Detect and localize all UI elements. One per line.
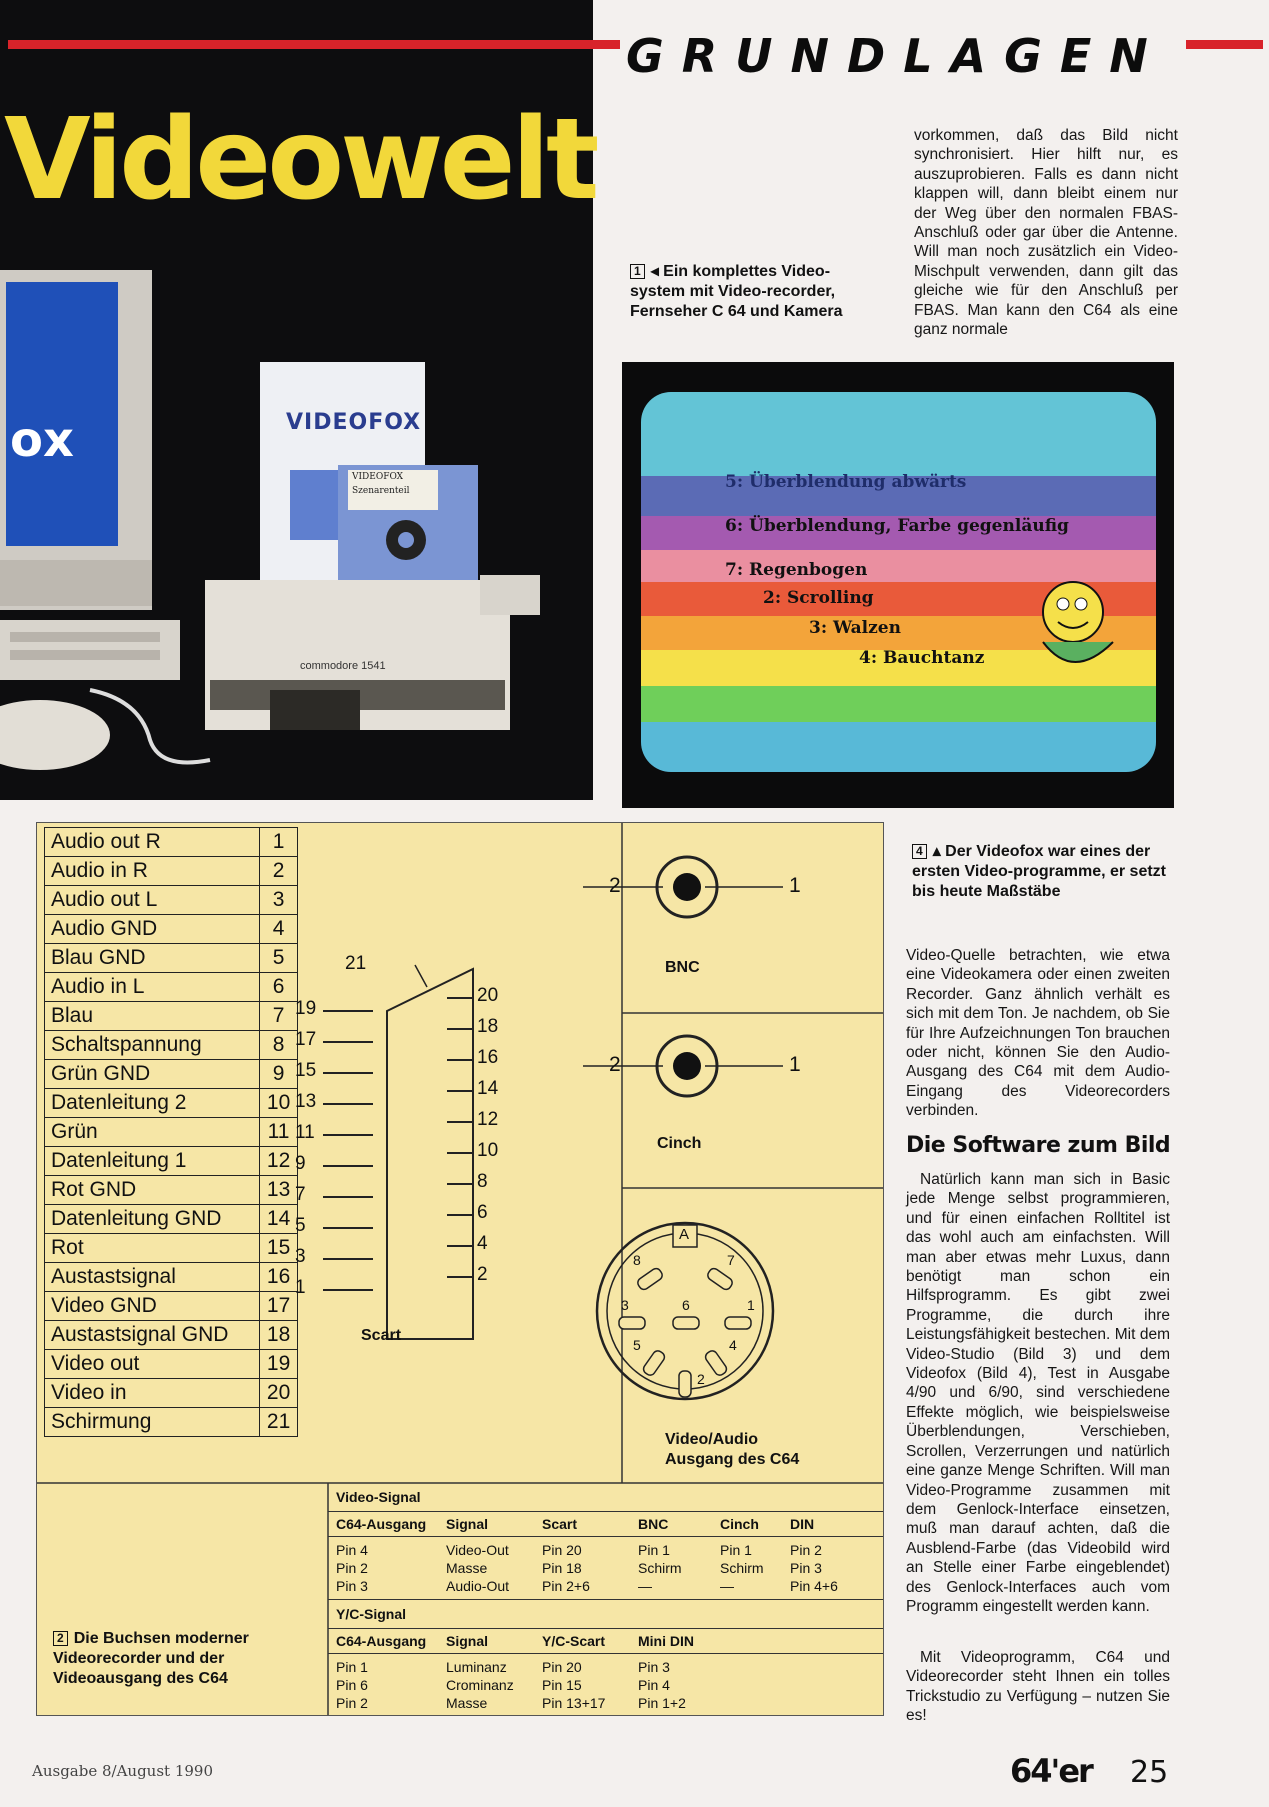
- article-text-right-2: Natürlich kann man sich in Basic jede Menge selbst programmieren, und für einen einfachen Rolltitel ist das wohl auch am einfachsten. Will man aber etwas mehr Luxus, dann benötigt man schon ein Hilfsprogramm. Es gibt zwei Programme, die durch ihre Leistungsfähigkeit bestechen. Mit dem Video-Studio (Bild 3) und dem Videofox (Bild 4), Test in Ausgabe 4/90 und 6/90, sind verschiedene Effekte möglich, wie beispielsweise Überblendungen, Verschieben, Scrollen, Verzerrungen und natürlich eine ganze Menge Schriften. Will man Video-Programme zusammen mit dem Genlock-Interface einsetzen, muß man darauf achten, daß die Ausblend-Farbe (das Videobild wird an Stelle einer Farbe eingeblendet) des Genlock-Interfaces auch vom Programm eingestellt werden kann.: [906, 1171, 1170, 1615]
- table-cell: Masse: [446, 1560, 488, 1576]
- caption-photo-4: [912, 842, 1180, 902]
- signal-tables: [328, 1483, 883, 1716]
- pin-signal-name: Datenleitung GND: [45, 1205, 260, 1234]
- scart-plug-outline: [387, 969, 473, 1339]
- pin-number: 13: [260, 1176, 298, 1205]
- scart-pin-number: 1: [295, 1277, 306, 1298]
- pin-signal-name: Grün GND: [45, 1060, 260, 1089]
- column-header: DIN: [790, 1516, 815, 1532]
- column-header: Scart: [542, 1516, 578, 1532]
- bnc-label: BNC: [665, 959, 700, 976]
- pin-signal-name: Video in: [45, 1379, 260, 1408]
- article-text-right-3: Mit Videoprogramm, C64 und Videorecorder steht Ihnen ein tolles Trickstudio zu Verfügung – nutzen Sie es!: [906, 1649, 1170, 1725]
- column-header: Y/C-Scart: [542, 1633, 606, 1649]
- table-cell: Pin 20: [542, 1542, 582, 1558]
- bnc-pin-2: 2: [609, 874, 621, 897]
- scart-pin-number: 9: [295, 1153, 306, 1174]
- scart-pin-number: 17: [295, 1029, 317, 1050]
- scart-pin-lead: [323, 1196, 373, 1198]
- column-header: C64-Ausgang: [336, 1633, 427, 1649]
- table-row: [336, 1658, 875, 1676]
- tv-menu-item: 3: Walzen: [809, 618, 901, 638]
- table-cell: Masse: [446, 1695, 488, 1711]
- figure-number: 1: [630, 264, 645, 279]
- table-cell: Pin 4: [336, 1542, 368, 1558]
- tv-screen: [641, 392, 1156, 772]
- din-pin-a: A: [679, 1226, 690, 1243]
- table-cell: —: [720, 1578, 734, 1594]
- scart-pin-number: 19: [295, 998, 317, 1019]
- scart-pin-number: 14: [477, 1078, 499, 1099]
- table-header: [328, 1629, 883, 1654]
- scart-pin-lead: [447, 1152, 473, 1154]
- table-cell: Pin 2+6: [542, 1578, 590, 1594]
- pin-number: 20: [260, 1379, 298, 1408]
- scart-pin-lead: [447, 1090, 473, 1092]
- table-cell: Video-Out: [446, 1542, 509, 1558]
- scart-pin-lead: [447, 1214, 473, 1216]
- scart-pin-lead: [447, 1028, 473, 1030]
- table-cell: Pin 18: [542, 1560, 582, 1576]
- table-cell: Pin 2: [336, 1560, 368, 1576]
- scart-pin-lead: [447, 1059, 473, 1061]
- scart-pin-number: 16: [477, 1047, 499, 1068]
- figure-number: 2: [53, 1631, 68, 1646]
- pin-signal-name: Audio out L: [45, 886, 260, 915]
- pin-number: 10: [260, 1089, 298, 1118]
- scart-pin-lead: [323, 1134, 373, 1136]
- table-cell: Crominanz: [446, 1677, 514, 1693]
- scart-pin-number: 2: [477, 1264, 488, 1285]
- yc-signal-table: [328, 1629, 883, 1716]
- pin-number: 17: [260, 1292, 298, 1321]
- din-pin-7: 7: [727, 1252, 735, 1268]
- table-cell: Pin 15: [542, 1677, 582, 1693]
- tv-menu-item: 5: Überblendung abwärts: [725, 472, 967, 492]
- column-header: BNC: [638, 1516, 669, 1532]
- scart-pin-number: 10: [477, 1140, 499, 1161]
- column-header: Mini DIN: [638, 1633, 694, 1649]
- din-pin-2: 2: [697, 1371, 705, 1387]
- screen-logo: ox: [10, 412, 74, 468]
- scart-pin-number: 6: [477, 1202, 488, 1223]
- pin-signal-name: Datenleitung 1: [45, 1147, 260, 1176]
- table-cell: —: [638, 1578, 652, 1594]
- scart-pin-number: 8: [477, 1171, 488, 1192]
- table-cell: Pin 20: [542, 1659, 582, 1675]
- mouse: [0, 700, 110, 770]
- scart-pin-number: 5: [295, 1215, 306, 1236]
- pin-signal-name: Blau GND: [45, 944, 260, 973]
- scart-pin-lead: [447, 1245, 473, 1247]
- pin-number: 18: [260, 1321, 298, 1350]
- pin-number: 21: [260, 1408, 298, 1437]
- pin-signal-name: Austastsignal GND: [45, 1321, 260, 1350]
- table-cell: Pin 1: [638, 1542, 670, 1558]
- pin-signal-name: Austastsignal: [45, 1263, 260, 1292]
- pin-signal-name: Audio in L: [45, 973, 260, 1002]
- connector-diagram: [36, 822, 884, 1716]
- table-cell: Pin 1+2: [638, 1695, 686, 1711]
- subheading: Die Software zum Bild: [906, 1133, 1171, 1158]
- column-header: Signal: [446, 1633, 489, 1649]
- scart-pin-lead: [447, 1121, 473, 1123]
- tv-menu-item: 4: Bauchtanz: [859, 648, 985, 668]
- article-text-top: vorkommen, daß das Bild nicht synchronisiert. Hier hilft nur, es auszuprobieren. Falls es dann nicht klappen will, dann bleibt einem nur der Weg über den normalen FBAS-Anschluß oder gar über die Antenne. Will man noch zusätzlich ein Video-Mischpult verwenden, dann gilt das gleiche wie für den Anschluß per FBAS. Man kann den C64 als eine ganz normale: [914, 127, 1178, 339]
- caption-photo-1: [630, 262, 880, 322]
- cinch-label: Cinch: [657, 1135, 702, 1152]
- yc-signal-title: Y/C-Signal: [328, 1599, 883, 1629]
- table-cell: Pin 3: [336, 1578, 368, 1594]
- scart-pin-number: 15: [295, 1060, 317, 1081]
- pin-number: 4: [260, 915, 298, 944]
- scart-pin-number: 18: [477, 1016, 499, 1037]
- pin-number: 16: [260, 1263, 298, 1292]
- caption-figure-2: [53, 1629, 318, 1689]
- scart-pin-lead: [323, 1227, 373, 1229]
- table-cell: Pin 1: [336, 1659, 368, 1675]
- pin-number: 12: [260, 1147, 298, 1176]
- bnc-pin-1: 1: [789, 874, 801, 897]
- scart-pin-lead: [323, 1165, 373, 1167]
- din-pin-3: 3: [621, 1297, 629, 1313]
- pin-signal-name: Audio out R: [45, 828, 260, 857]
- pin-number: 9: [260, 1060, 298, 1089]
- pin-number: 2: [260, 857, 298, 886]
- tv-menu-item: 2: Scrolling: [763, 588, 874, 608]
- din-pin-8: 8: [633, 1252, 641, 1268]
- pin-number: 6: [260, 973, 298, 1002]
- video-signal-title: Video-Signal: [328, 1483, 883, 1512]
- scart-pin-lead: [447, 1183, 473, 1185]
- pin-signal-name: Schaltspannung: [45, 1031, 260, 1060]
- pin-number: 7: [260, 1002, 298, 1031]
- scart-pin-number: 12: [477, 1109, 499, 1130]
- din-label-line-2: Ausgang des C64: [665, 1451, 800, 1468]
- din-pin-1: 1: [747, 1297, 755, 1313]
- scart-pin-lead: [323, 1072, 373, 1074]
- page-headline: Videowelt: [4, 95, 596, 225]
- pin-signal-name: Audio in R: [45, 857, 260, 886]
- scart-pin-lead: [323, 1103, 373, 1105]
- pin-number: 15: [260, 1234, 298, 1263]
- scart-pin-21: 21: [345, 953, 367, 974]
- cinch-pin-1: 1: [789, 1053, 801, 1076]
- table-row: [336, 1577, 875, 1595]
- tv-menu-item: 6: Überblendung, Farbe gegenläufig: [725, 516, 1069, 536]
- pin-signal-name: Video GND: [45, 1292, 260, 1321]
- table-cell: Pin 2: [790, 1542, 822, 1558]
- mascot-illustration: [1023, 572, 1133, 692]
- scart-pin-lead: [323, 1258, 373, 1260]
- magazine-logo: 64'er: [1010, 1752, 1092, 1790]
- scart-pin-lead: [447, 1276, 473, 1278]
- scart-pin-lead: [323, 1041, 373, 1043]
- table-row: [336, 1694, 875, 1712]
- article-text-right-1: Video-Quelle betrachten, wie etwa eine Videokamera oder einen zweiten Recorder. Ganz ähnlich verhält es sich mit dem Ton. Je nachdem, ob Sie für Ihre Aufzeichnungen Ton brauchen oder nicht, können Sie den Audio-Ausgang des C64 mit dem Audio-Eingang des Videorecorders verbinden.: [906, 947, 1170, 1120]
- scart-pin-lead: [323, 1289, 373, 1291]
- pin-number: 3: [260, 886, 298, 915]
- pin-number: 14: [260, 1205, 298, 1234]
- pin-signal-name: Schirmung: [45, 1408, 260, 1437]
- caption-text: Die Buchsen moderner Videorecorder und der Videoausgang des C64: [53, 1630, 249, 1687]
- table-cell: Pin 4+6: [790, 1578, 838, 1594]
- scart-pin-number: 3: [295, 1246, 306, 1267]
- page-number: 25: [1130, 1755, 1169, 1790]
- column-header: C64-Ausgang: [336, 1516, 427, 1532]
- drive-label: commodore 1541: [300, 660, 386, 672]
- box-label: VIDEOFOX: [286, 410, 422, 435]
- din-pin-4: 4: [729, 1337, 737, 1353]
- tv-menu-item: 7: Regenbogen: [725, 560, 868, 580]
- pin-number: 1: [260, 828, 298, 857]
- table-cell: Schirm: [720, 1560, 764, 1576]
- table-cell: Pin 1: [720, 1542, 752, 1558]
- video-signal-table: [328, 1512, 883, 1599]
- table-cell: Pin 2: [336, 1695, 368, 1711]
- table-cell: Pin 4: [638, 1677, 670, 1693]
- din-pin-5: 5: [633, 1337, 641, 1353]
- section-header: GRUNDLAGEN: [620, 30, 1186, 82]
- pin-signal-name: Datenleitung 2: [45, 1089, 260, 1118]
- disk-label-title: VIDEOFOX: [352, 472, 404, 482]
- table-row: [336, 1676, 875, 1694]
- scart-pin-number: 13: [295, 1091, 317, 1112]
- pin-signal-name: Audio GND: [45, 915, 260, 944]
- scart-pin-number: 7: [295, 1184, 306, 1205]
- table-cell: Audio-Out: [446, 1578, 510, 1594]
- scart-pin-number: 4: [477, 1233, 488, 1254]
- caption-text: ◂ Ein komplettes Video-system mit Video-recorder, Fernseher C 64 und Kamera: [630, 263, 843, 320]
- table-cell: Pin 13+17: [542, 1695, 606, 1711]
- din-label-line-1: Video/Audio: [665, 1431, 759, 1448]
- table-cell: Pin 3: [638, 1659, 670, 1675]
- disk-label-subtitle: Szenarenteil: [352, 486, 410, 496]
- pin-signal-name: Blau: [45, 1002, 260, 1031]
- table-row: [336, 1559, 875, 1577]
- pin-signal-name: Grün: [45, 1118, 260, 1147]
- scart-pin-number: 20: [477, 985, 499, 1006]
- table-cell: Schirm: [638, 1560, 682, 1576]
- pin-number: 19: [260, 1350, 298, 1379]
- column-header: Signal: [446, 1516, 489, 1532]
- scart-pin-lead: [323, 1010, 373, 1012]
- pin-signal-name: Rot GND: [45, 1176, 260, 1205]
- pin-number: 11: [260, 1118, 298, 1147]
- scart-label: Scart: [361, 1327, 402, 1344]
- pin-number: 5: [260, 944, 298, 973]
- figure-number: 4: [912, 844, 927, 859]
- column-header: Cinch: [720, 1516, 759, 1532]
- table-header: [328, 1512, 883, 1537]
- table-row: [336, 1541, 875, 1559]
- scart-pin-lead: [447, 997, 473, 999]
- table-cell: Pin 6: [336, 1677, 368, 1693]
- table-cell: Pin 3: [790, 1560, 822, 1576]
- pin-number: 8: [260, 1031, 298, 1060]
- issue-line: Ausgabe 8/August 1990: [32, 1762, 214, 1780]
- caption-text: ▴ Der Videofox war eines der ersten Video-programme, er setzt bis heute Maßstäbe: [912, 843, 1167, 900]
- table-cell: Luminanz: [446, 1659, 507, 1675]
- cinch-pin-2: 2: [609, 1053, 621, 1076]
- pin-signal-name: Video out: [45, 1350, 260, 1379]
- pin-signal-name: Rot: [45, 1234, 260, 1263]
- scart-pin-number: 11: [295, 1122, 315, 1143]
- din-pin-6: 6: [682, 1297, 690, 1313]
